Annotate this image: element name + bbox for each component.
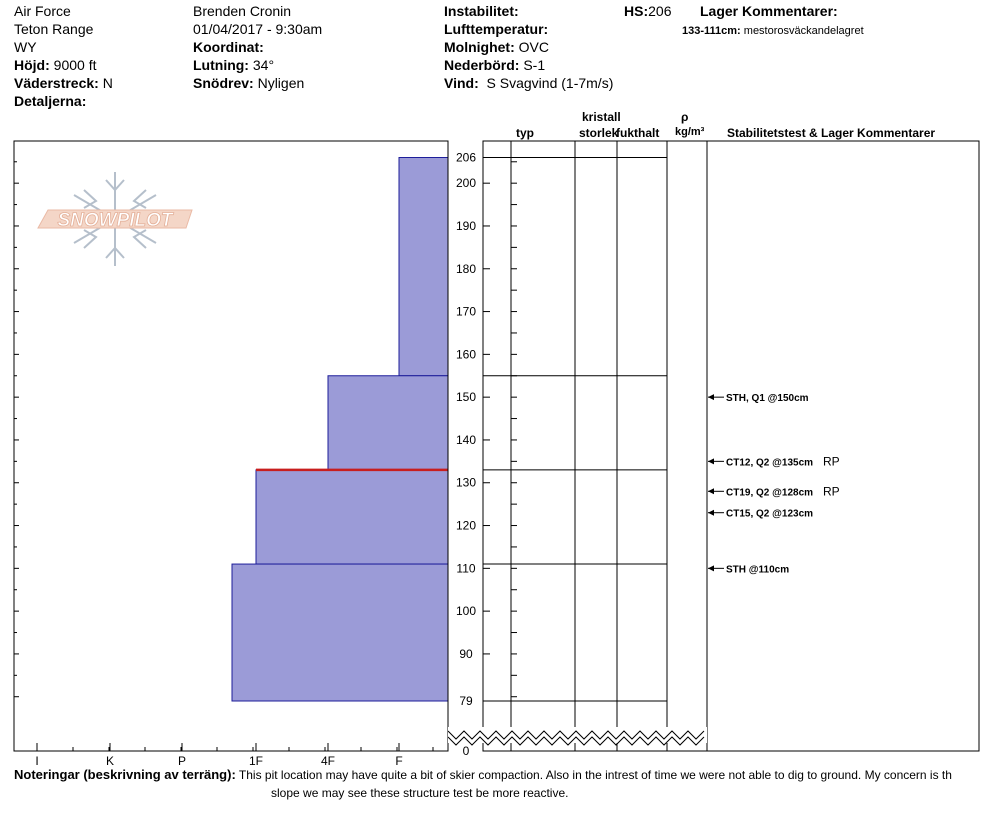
y-tick-label: 100 — [455, 604, 477, 619]
layer-comments-label: Lager Kommentarer: — [700, 3, 838, 19]
y-tick-label: 206 — [455, 150, 477, 165]
x-tick-label: K — [105, 754, 115, 768]
notes-line1: This pit location may have quite a bit of skier compaction. Also in the intrest of time we were not able to dig to ground. My concern is th — [238, 768, 952, 782]
test-label: STH, Q1 @150cm — [726, 393, 809, 405]
aspect-label: Väderstreck: — [14, 75, 99, 91]
arrow-icon — [708, 458, 714, 464]
test-extra: RP — [823, 484, 840, 499]
y-tick-label: 120 — [455, 518, 477, 533]
coord-label: Koordinat: — [193, 39, 264, 55]
y-tick-label: 130 — [455, 475, 477, 490]
drift-label: Snödrev: — [193, 75, 254, 91]
instability-label: Instabilitet: — [444, 3, 519, 19]
test-extra: RP — [823, 454, 840, 469]
arrow-icon — [708, 565, 714, 571]
x-tick-label: P — [177, 754, 187, 768]
y-tick-label: 0 — [462, 744, 470, 758]
y-tick-label: 140 — [455, 432, 477, 447]
wind-value: S Svagvind (1-7m/s) — [486, 75, 614, 91]
logo-text: SNOWPILOT — [57, 210, 173, 231]
hardness-bar — [256, 470, 448, 564]
y-tick-label: 180 — [455, 261, 477, 276]
y-tick-label: 160 — [455, 347, 477, 362]
y-tick-label: 110 — [456, 561, 476, 576]
notes-line2: slope we may see these structure test be more reactive. — [271, 786, 569, 800]
layer-comment-text: mestorosväckandelagret — [743, 25, 864, 37]
test-label: CT15, Q2 @123cm — [726, 508, 814, 520]
hardness-bar — [232, 564, 448, 701]
arrow-icon — [708, 394, 714, 400]
slope-value: 34° — [252, 57, 275, 73]
y-tick-label: 150 — [455, 390, 477, 405]
col-stability: Stabilitetstest & Lager Kommentarer — [727, 126, 936, 140]
state: WY — [14, 39, 37, 55]
y-tick-label: 90 — [459, 646, 473, 661]
test-label: CT12, Q2 @135cm — [726, 457, 814, 469]
precip-label: Nederbörd: — [444, 57, 520, 73]
y-tick-label: 190 — [455, 218, 477, 233]
arrow-icon — [708, 510, 714, 516]
table-frame — [483, 141, 979, 751]
location: Air Force — [14, 3, 71, 19]
col-size: storlek — [579, 126, 619, 140]
slope-label: Lutning: — [193, 57, 249, 73]
precip-value: S-1 — [523, 57, 546, 73]
airtemp-label: Lufttemperatur: — [444, 21, 549, 37]
x-tick-label: 1F — [248, 754, 264, 768]
layer-comment-range: 133-111cm: — [682, 25, 741, 37]
elevation-value: 9000 ft — [53, 57, 97, 73]
wind-label: Vind: — [444, 75, 479, 91]
drift-value: Nyligen — [257, 75, 305, 91]
col-rho: ρ — [681, 110, 689, 124]
range: Teton Range — [14, 21, 94, 37]
sky-value: OVC — [518, 39, 549, 55]
y-tick-label: 200 — [455, 176, 477, 191]
notes — [14, 765, 952, 785]
hardness-bar — [328, 376, 448, 470]
hardness-bar — [399, 158, 448, 376]
x-tick-label: F — [395, 754, 403, 768]
aspect-value: N — [102, 75, 113, 91]
col-type: typ — [516, 126, 534, 140]
col-moisture: fukthalt — [616, 126, 660, 140]
test-label: STH @110cm — [726, 564, 790, 576]
sky-label: Molnighet: — [444, 39, 515, 55]
arrow-icon — [708, 488, 714, 494]
details-label: Detaljerna: — [14, 93, 87, 109]
observer: Brenden Cronin — [193, 3, 292, 19]
test-label: CT19, Q2 @128cm — [726, 487, 814, 499]
snowpilot-logo — [38, 172, 192, 266]
elevation-label: Höjd: — [14, 57, 50, 73]
hs-label: HS: — [624, 3, 649, 19]
col-crystal: kristall — [582, 110, 621, 124]
notes-label: Noteringar (beskrivning av terräng): — [14, 767, 236, 782]
datetime: 01/04/2017 - 9:30am — [193, 21, 323, 37]
y-tick-label: 170 — [455, 304, 477, 319]
y-tick-label: 79 — [459, 694, 473, 708]
x-tick-label: I — [35, 754, 39, 768]
hs-value: 206 — [648, 3, 672, 19]
col-density-unit: kg/m³ — [675, 126, 705, 138]
x-tick-label: 4F — [320, 754, 336, 768]
